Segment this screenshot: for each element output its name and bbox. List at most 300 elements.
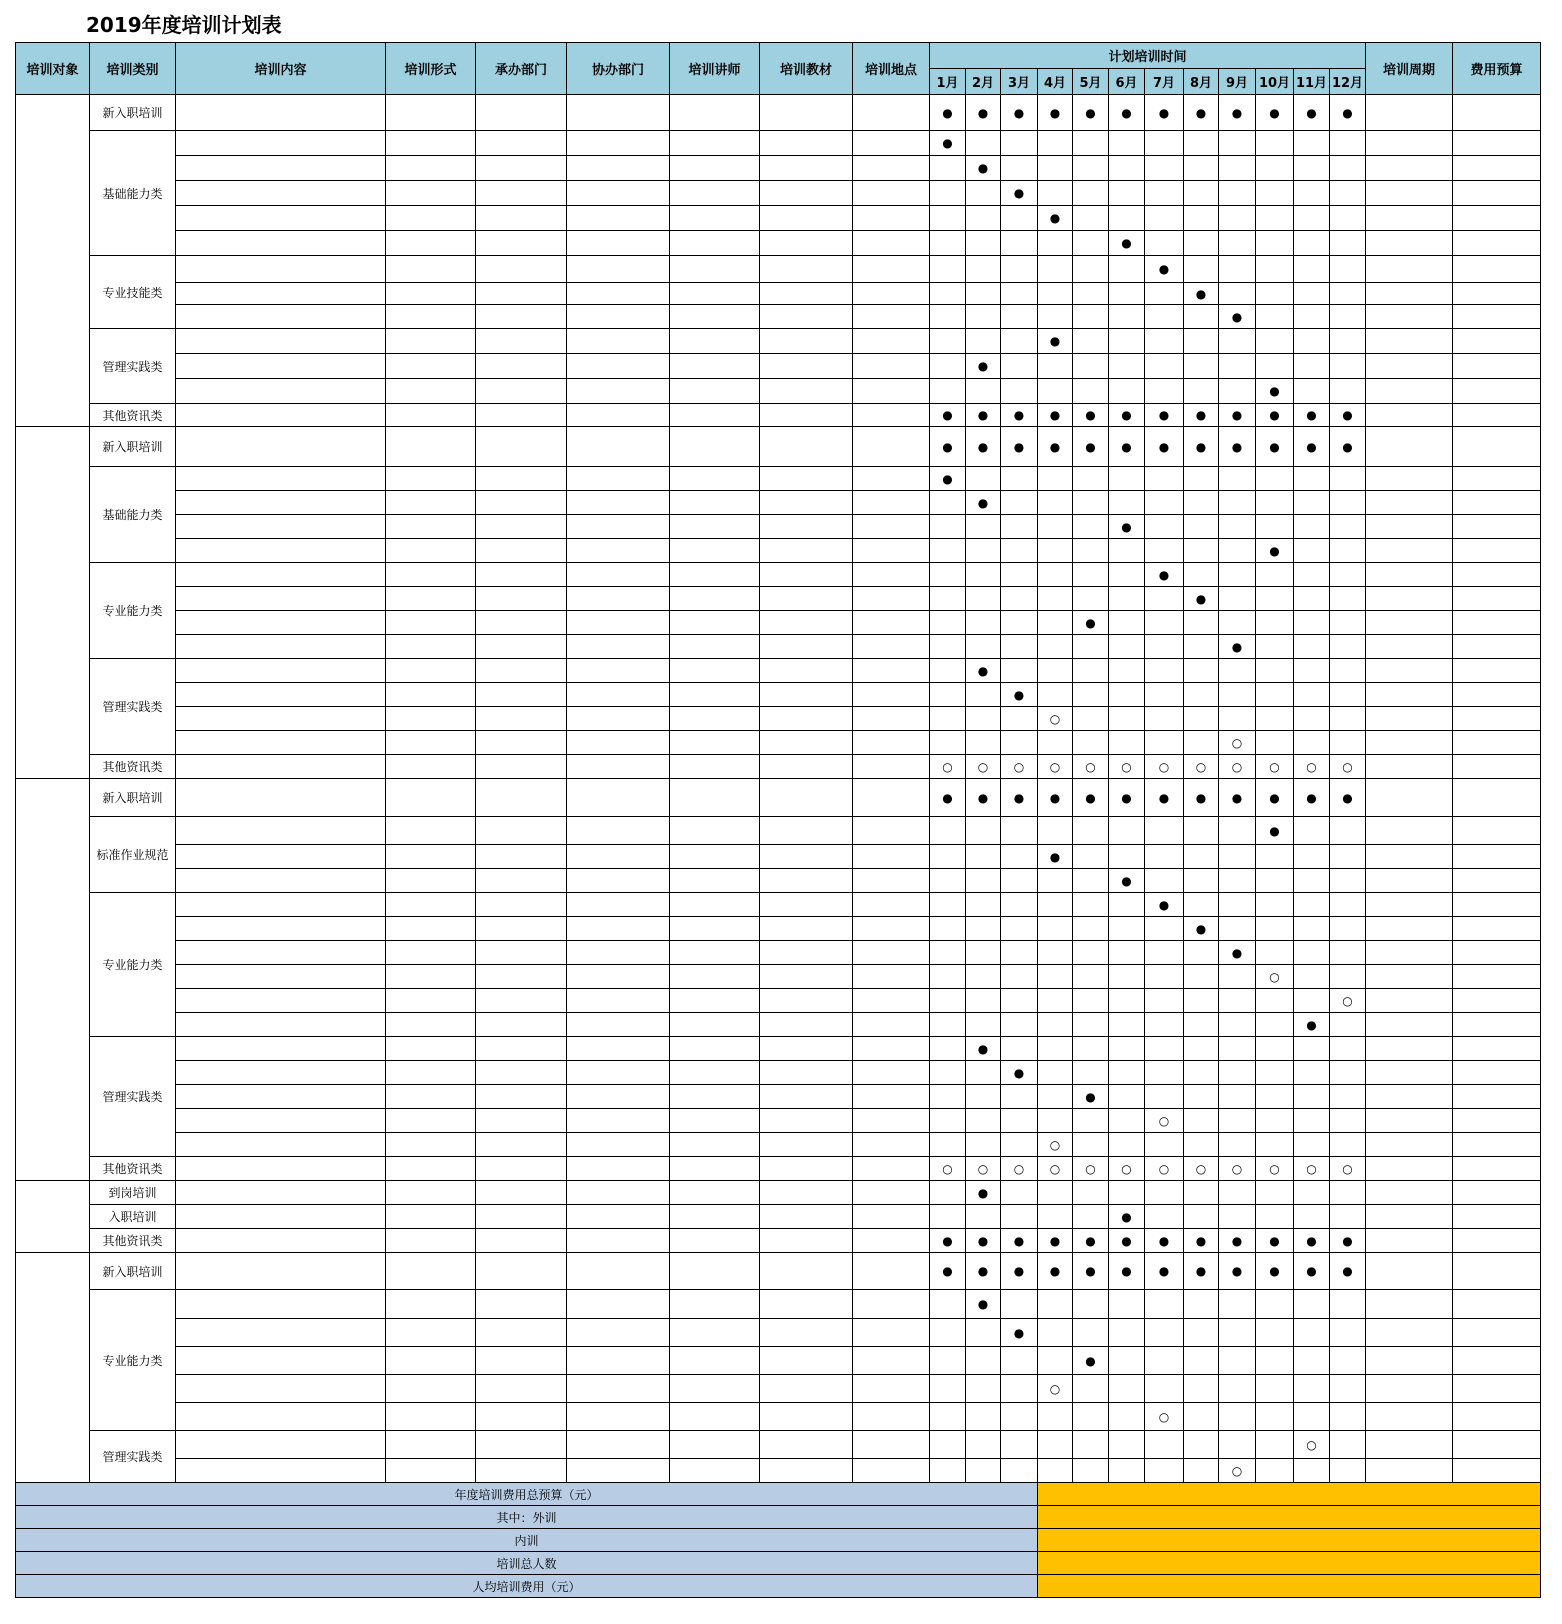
month-cell-12[interactable] xyxy=(1330,1431,1366,1459)
assist-dept-cell[interactable] xyxy=(567,491,670,515)
assist-dept-cell[interactable] xyxy=(567,515,670,539)
month-cell-9[interactable] xyxy=(1219,659,1256,683)
lecturer-cell[interactable] xyxy=(670,231,760,256)
month-cell-8[interactable] xyxy=(1184,305,1219,329)
content-cell[interactable] xyxy=(176,231,386,256)
month-cell-3-filled-dot-icon[interactable]: ● xyxy=(1001,181,1038,206)
location-cell[interactable] xyxy=(853,1037,930,1061)
assist-dept-cell[interactable] xyxy=(567,683,670,707)
budget-cell[interactable] xyxy=(1453,467,1541,491)
month-cell-10[interactable] xyxy=(1256,256,1294,283)
budget-cell[interactable] xyxy=(1453,989,1541,1013)
form-cell[interactable] xyxy=(386,231,476,256)
month-cell-10[interactable] xyxy=(1256,1403,1294,1431)
month-cell-6-filled-dot-icon[interactable]: ● xyxy=(1109,1229,1145,1253)
month-cell-8[interactable] xyxy=(1184,707,1219,731)
month-cell-2[interactable] xyxy=(966,231,1001,256)
month-cell-1[interactable] xyxy=(930,1133,966,1157)
month-cell-7[interactable] xyxy=(1145,1459,1184,1483)
month-cell-1-filled-dot-icon[interactable]: ● xyxy=(930,779,966,817)
month-cell-3[interactable] xyxy=(1001,329,1038,354)
cycle-cell[interactable] xyxy=(1366,683,1453,707)
budget-cell[interactable] xyxy=(1453,817,1541,845)
month-cell-7[interactable] xyxy=(1145,1037,1184,1061)
month-cell-5-filled-dot-icon[interactable]: ● xyxy=(1073,427,1109,467)
month-cell-8[interactable] xyxy=(1184,1109,1219,1133)
location-cell[interactable] xyxy=(853,779,930,817)
cycle-cell[interactable] xyxy=(1366,869,1453,893)
assist-dept-cell[interactable] xyxy=(567,539,670,563)
budget-cell[interactable] xyxy=(1453,231,1541,256)
assist-dept-cell[interactable] xyxy=(567,917,670,941)
budget-cell[interactable] xyxy=(1453,1061,1541,1085)
content-cell[interactable] xyxy=(176,256,386,283)
month-cell-3-filled-dot-icon[interactable]: ● xyxy=(1001,95,1038,131)
month-cell-7[interactable] xyxy=(1145,329,1184,354)
material-cell[interactable] xyxy=(760,156,853,181)
month-cell-8-filled-dot-icon[interactable]: ● xyxy=(1184,283,1219,305)
month-cell-12[interactable] xyxy=(1330,731,1366,755)
content-cell[interactable] xyxy=(176,869,386,893)
month-cell-6[interactable] xyxy=(1109,731,1145,755)
month-cell-12[interactable] xyxy=(1330,707,1366,731)
month-cell-6[interactable] xyxy=(1109,1061,1145,1085)
cycle-cell[interactable] xyxy=(1366,893,1453,917)
month-cell-4[interactable] xyxy=(1038,941,1073,965)
content-cell[interactable] xyxy=(176,1431,386,1459)
month-cell-4[interactable] xyxy=(1038,1061,1073,1085)
location-cell[interactable] xyxy=(853,1109,930,1133)
month-cell-7[interactable] xyxy=(1145,181,1184,206)
assist-dept-cell[interactable] xyxy=(567,256,670,283)
assist-dept-cell[interactable] xyxy=(567,989,670,1013)
month-cell-11[interactable] xyxy=(1294,467,1330,491)
month-cell-6[interactable] xyxy=(1109,563,1145,587)
month-cell-6[interactable] xyxy=(1109,354,1145,379)
cycle-cell[interactable] xyxy=(1366,917,1453,941)
cycle-cell[interactable] xyxy=(1366,845,1453,869)
location-cell[interactable] xyxy=(853,587,930,611)
lecturer-cell[interactable] xyxy=(670,539,760,563)
month-cell-4[interactable] xyxy=(1038,1431,1073,1459)
month-cell-5[interactable] xyxy=(1073,1181,1109,1205)
month-cell-1[interactable] xyxy=(930,181,966,206)
material-cell[interactable] xyxy=(760,1459,853,1483)
month-cell-3[interactable] xyxy=(1001,515,1038,539)
month-cell-2-filled-dot-icon[interactable]: ● xyxy=(966,1253,1001,1290)
month-cell-9-filled-dot-icon[interactable]: ● xyxy=(1219,941,1256,965)
assist-dept-cell[interactable] xyxy=(567,283,670,305)
month-cell-3[interactable] xyxy=(1001,491,1038,515)
month-cell-11[interactable] xyxy=(1294,379,1330,404)
month-cell-1-filled-dot-icon[interactable]: ● xyxy=(930,131,966,156)
material-cell[interactable] xyxy=(760,869,853,893)
material-cell[interactable] xyxy=(760,1375,853,1403)
form-cell[interactable] xyxy=(386,1085,476,1109)
month-cell-12[interactable] xyxy=(1330,256,1366,283)
lecturer-cell[interactable] xyxy=(670,181,760,206)
month-cell-8[interactable] xyxy=(1184,1431,1219,1459)
location-cell[interactable] xyxy=(853,611,930,635)
content-cell[interactable] xyxy=(176,893,386,917)
host-dept-cell[interactable] xyxy=(476,1319,567,1347)
cycle-cell[interactable] xyxy=(1366,1133,1453,1157)
month-cell-10[interactable] xyxy=(1256,941,1294,965)
month-cell-10[interactable] xyxy=(1256,131,1294,156)
month-cell-6[interactable] xyxy=(1109,893,1145,917)
month-cell-10[interactable] xyxy=(1256,305,1294,329)
host-dept-cell[interactable] xyxy=(476,1347,567,1375)
lecturer-cell[interactable] xyxy=(670,1205,760,1229)
assist-dept-cell[interactable] xyxy=(567,707,670,731)
month-cell-11-hollow-dot-icon[interactable]: ○ xyxy=(1294,755,1330,779)
month-cell-2[interactable] xyxy=(966,181,1001,206)
material-cell[interactable] xyxy=(760,941,853,965)
assist-dept-cell[interactable] xyxy=(567,1253,670,1290)
host-dept-cell[interactable] xyxy=(476,683,567,707)
form-cell[interactable] xyxy=(386,1459,476,1483)
location-cell[interactable] xyxy=(853,1061,930,1085)
month-cell-4[interactable] xyxy=(1038,611,1073,635)
month-cell-1-hollow-dot-icon[interactable]: ○ xyxy=(930,755,966,779)
budget-cell[interactable] xyxy=(1453,1459,1541,1483)
month-cell-5[interactable] xyxy=(1073,917,1109,941)
host-dept-cell[interactable] xyxy=(476,1229,567,1253)
month-cell-6-filled-dot-icon[interactable]: ● xyxy=(1109,1205,1145,1229)
month-cell-8[interactable] xyxy=(1184,1347,1219,1375)
month-cell-11[interactable] xyxy=(1294,181,1330,206)
month-cell-11[interactable] xyxy=(1294,1459,1330,1483)
month-cell-10[interactable] xyxy=(1256,635,1294,659)
host-dept-cell[interactable] xyxy=(476,755,567,779)
month-cell-12[interactable] xyxy=(1330,1459,1366,1483)
cycle-cell[interactable] xyxy=(1366,1157,1453,1181)
month-cell-12[interactable] xyxy=(1330,156,1366,181)
month-cell-8-filled-dot-icon[interactable]: ● xyxy=(1184,404,1219,427)
month-cell-10-filled-dot-icon[interactable]: ● xyxy=(1256,379,1294,404)
month-cell-7-filled-dot-icon[interactable]: ● xyxy=(1145,427,1184,467)
month-cell-3[interactable] xyxy=(1001,1375,1038,1403)
material-cell[interactable] xyxy=(760,404,853,427)
month-cell-1[interactable] xyxy=(930,329,966,354)
month-cell-1[interactable] xyxy=(930,635,966,659)
month-cell-12[interactable] xyxy=(1330,1133,1366,1157)
month-cell-2-filled-dot-icon[interactable]: ● xyxy=(966,779,1001,817)
content-cell[interactable] xyxy=(176,1319,386,1347)
lecturer-cell[interactable] xyxy=(670,404,760,427)
form-cell[interactable] xyxy=(386,817,476,845)
month-cell-8[interactable] xyxy=(1184,611,1219,635)
month-cell-11[interactable] xyxy=(1294,941,1330,965)
host-dept-cell[interactable] xyxy=(476,635,567,659)
month-cell-12[interactable] xyxy=(1330,893,1366,917)
month-cell-6[interactable] xyxy=(1109,1181,1145,1205)
category-cell[interactable]: 管理实践类 xyxy=(90,659,176,755)
host-dept-cell[interactable] xyxy=(476,329,567,354)
month-cell-7[interactable] xyxy=(1145,539,1184,563)
month-cell-11[interactable] xyxy=(1294,1290,1330,1319)
month-cell-6[interactable] xyxy=(1109,707,1145,731)
month-cell-1-filled-dot-icon[interactable]: ● xyxy=(930,404,966,427)
month-cell-7[interactable] xyxy=(1145,869,1184,893)
lecturer-cell[interactable] xyxy=(670,941,760,965)
month-cell-5-filled-dot-icon[interactable]: ● xyxy=(1073,1229,1109,1253)
month-cell-12-filled-dot-icon[interactable]: ● xyxy=(1330,95,1366,131)
month-cell-12[interactable] xyxy=(1330,354,1366,379)
location-cell[interactable] xyxy=(853,1133,930,1157)
cycle-cell[interactable] xyxy=(1366,354,1453,379)
material-cell[interactable] xyxy=(760,845,853,869)
month-cell-7[interactable] xyxy=(1145,845,1184,869)
budget-cell[interactable] xyxy=(1453,1403,1541,1431)
month-cell-3[interactable] xyxy=(1001,1181,1038,1205)
month-cell-6[interactable] xyxy=(1109,1109,1145,1133)
month-cell-2[interactable] xyxy=(966,817,1001,845)
month-cell-1-filled-dot-icon[interactable]: ● xyxy=(930,1253,966,1290)
material-cell[interactable] xyxy=(760,817,853,845)
month-cell-9[interactable] xyxy=(1219,354,1256,379)
assist-dept-cell[interactable] xyxy=(567,1347,670,1375)
month-cell-7[interactable] xyxy=(1145,941,1184,965)
form-cell[interactable] xyxy=(386,1319,476,1347)
month-cell-10[interactable] xyxy=(1256,659,1294,683)
lecturer-cell[interactable] xyxy=(670,1347,760,1375)
location-cell[interactable] xyxy=(853,283,930,305)
content-cell[interactable] xyxy=(176,131,386,156)
month-cell-12[interactable] xyxy=(1330,1085,1366,1109)
host-dept-cell[interactable] xyxy=(476,539,567,563)
month-cell-4-filled-dot-icon[interactable]: ● xyxy=(1038,404,1073,427)
assist-dept-cell[interactable] xyxy=(567,379,670,404)
material-cell[interactable] xyxy=(760,893,853,917)
month-cell-4[interactable] xyxy=(1038,156,1073,181)
month-cell-12[interactable] xyxy=(1330,305,1366,329)
form-cell[interactable] xyxy=(386,515,476,539)
month-cell-9-filled-dot-icon[interactable]: ● xyxy=(1219,305,1256,329)
month-cell-6-filled-dot-icon[interactable]: ● xyxy=(1109,1253,1145,1290)
content-cell[interactable] xyxy=(176,563,386,587)
month-cell-3[interactable] xyxy=(1001,731,1038,755)
month-cell-6[interactable] xyxy=(1109,1319,1145,1347)
form-cell[interactable] xyxy=(386,131,476,156)
cycle-cell[interactable] xyxy=(1366,1037,1453,1061)
month-cell-7[interactable] xyxy=(1145,131,1184,156)
assist-dept-cell[interactable] xyxy=(567,659,670,683)
month-cell-6[interactable] xyxy=(1109,941,1145,965)
cycle-cell[interactable] xyxy=(1366,404,1453,427)
month-cell-7[interactable] xyxy=(1145,354,1184,379)
material-cell[interactable] xyxy=(760,755,853,779)
month-cell-1-filled-dot-icon[interactable]: ● xyxy=(930,1229,966,1253)
month-cell-12[interactable] xyxy=(1330,965,1366,989)
location-cell[interactable] xyxy=(853,491,930,515)
month-cell-4-filled-dot-icon[interactable]: ● xyxy=(1038,329,1073,354)
material-cell[interactable] xyxy=(760,305,853,329)
budget-cell[interactable] xyxy=(1453,1085,1541,1109)
assist-dept-cell[interactable] xyxy=(567,941,670,965)
lecturer-cell[interactable] xyxy=(670,731,760,755)
budget-cell[interactable] xyxy=(1453,1205,1541,1229)
month-cell-4-filled-dot-icon[interactable]: ● xyxy=(1038,779,1073,817)
month-cell-9[interactable] xyxy=(1219,256,1256,283)
month-cell-10[interactable] xyxy=(1256,1205,1294,1229)
month-cell-6[interactable] xyxy=(1109,635,1145,659)
budget-cell[interactable] xyxy=(1453,206,1541,231)
lecturer-cell[interactable] xyxy=(670,989,760,1013)
month-cell-3[interactable] xyxy=(1001,941,1038,965)
form-cell[interactable] xyxy=(386,1347,476,1375)
month-cell-3[interactable] xyxy=(1001,131,1038,156)
cycle-cell[interactable] xyxy=(1366,1085,1453,1109)
month-cell-11[interactable] xyxy=(1294,1403,1330,1431)
category-cell[interactable]: 标准作业规范 xyxy=(90,817,176,893)
month-cell-7[interactable] xyxy=(1145,1133,1184,1157)
month-cell-1[interactable] xyxy=(930,1181,966,1205)
month-cell-2[interactable] xyxy=(966,206,1001,231)
month-cell-1[interactable] xyxy=(930,731,966,755)
budget-cell[interactable] xyxy=(1453,611,1541,635)
material-cell[interactable] xyxy=(760,515,853,539)
month-cell-2[interactable] xyxy=(966,1013,1001,1037)
month-cell-5[interactable] xyxy=(1073,379,1109,404)
content-cell[interactable] xyxy=(176,707,386,731)
month-cell-1[interactable] xyxy=(930,379,966,404)
month-cell-3[interactable] xyxy=(1001,1290,1038,1319)
assist-dept-cell[interactable] xyxy=(567,1037,670,1061)
assist-dept-cell[interactable] xyxy=(567,965,670,989)
month-cell-6[interactable] xyxy=(1109,1133,1145,1157)
month-cell-6[interactable] xyxy=(1109,683,1145,707)
form-cell[interactable] xyxy=(386,1229,476,1253)
month-cell-8[interactable] xyxy=(1184,659,1219,683)
month-cell-3[interactable] xyxy=(1001,1347,1038,1375)
host-dept-cell[interactable] xyxy=(476,1037,567,1061)
month-cell-4-hollow-dot-icon[interactable]: ○ xyxy=(1038,1133,1073,1157)
host-dept-cell[interactable] xyxy=(476,156,567,181)
location-cell[interactable] xyxy=(853,515,930,539)
month-cell-12[interactable] xyxy=(1330,329,1366,354)
content-cell[interactable] xyxy=(176,635,386,659)
month-cell-5[interactable] xyxy=(1073,467,1109,491)
form-cell[interactable] xyxy=(386,683,476,707)
month-cell-3[interactable] xyxy=(1001,231,1038,256)
month-cell-4[interactable] xyxy=(1038,1205,1073,1229)
lecturer-cell[interactable] xyxy=(670,1319,760,1347)
month-cell-6[interactable] xyxy=(1109,1403,1145,1431)
month-cell-12[interactable] xyxy=(1330,131,1366,156)
month-cell-12[interactable] xyxy=(1330,1061,1366,1085)
host-dept-cell[interactable] xyxy=(476,707,567,731)
material-cell[interactable] xyxy=(760,491,853,515)
month-cell-10[interactable] xyxy=(1256,845,1294,869)
month-cell-4[interactable] xyxy=(1038,659,1073,683)
material-cell[interactable] xyxy=(760,659,853,683)
month-cell-6[interactable] xyxy=(1109,256,1145,283)
budget-cell[interactable] xyxy=(1453,329,1541,354)
month-cell-5[interactable] xyxy=(1073,256,1109,283)
budget-cell[interactable] xyxy=(1453,256,1541,283)
assist-dept-cell[interactable] xyxy=(567,95,670,131)
location-cell[interactable] xyxy=(853,131,930,156)
month-cell-2[interactable] xyxy=(966,1459,1001,1483)
month-cell-2[interactable] xyxy=(966,707,1001,731)
month-cell-10-hollow-dot-icon[interactable]: ○ xyxy=(1256,965,1294,989)
month-cell-5[interactable] xyxy=(1073,1037,1109,1061)
cycle-cell[interactable] xyxy=(1366,587,1453,611)
form-cell[interactable] xyxy=(386,1013,476,1037)
month-cell-7[interactable] xyxy=(1145,491,1184,515)
location-cell[interactable] xyxy=(853,181,930,206)
month-cell-3-filled-dot-icon[interactable]: ● xyxy=(1001,427,1038,467)
target-cell[interactable] xyxy=(16,1181,90,1253)
month-cell-5[interactable] xyxy=(1073,1403,1109,1431)
location-cell[interactable] xyxy=(853,941,930,965)
lecturer-cell[interactable] xyxy=(670,611,760,635)
month-cell-5[interactable] xyxy=(1073,283,1109,305)
month-cell-11[interactable] xyxy=(1294,707,1330,731)
month-cell-1[interactable] xyxy=(930,206,966,231)
category-cell[interactable]: 管理实践类 xyxy=(90,329,176,404)
content-cell[interactable] xyxy=(176,1181,386,1205)
month-cell-11[interactable] xyxy=(1294,683,1330,707)
assist-dept-cell[interactable] xyxy=(567,845,670,869)
month-cell-4[interactable] xyxy=(1038,1037,1073,1061)
month-cell-7[interactable] xyxy=(1145,1347,1184,1375)
month-cell-9-filled-dot-icon[interactable]: ● xyxy=(1219,635,1256,659)
lecturer-cell[interactable] xyxy=(670,707,760,731)
month-cell-10[interactable] xyxy=(1256,731,1294,755)
lecturer-cell[interactable] xyxy=(670,427,760,467)
form-cell[interactable] xyxy=(386,491,476,515)
month-cell-8-filled-dot-icon[interactable]: ● xyxy=(1184,917,1219,941)
category-cell[interactable]: 其他资讯类 xyxy=(90,755,176,779)
month-cell-5-hollow-dot-icon[interactable]: ○ xyxy=(1073,755,1109,779)
host-dept-cell[interactable] xyxy=(476,379,567,404)
month-cell-12[interactable] xyxy=(1330,1290,1366,1319)
host-dept-cell[interactable] xyxy=(476,1403,567,1431)
month-cell-1[interactable] xyxy=(930,1431,966,1459)
lecturer-cell[interactable] xyxy=(670,283,760,305)
month-cell-1[interactable] xyxy=(930,707,966,731)
month-cell-7[interactable] xyxy=(1145,231,1184,256)
month-cell-12[interactable] xyxy=(1330,611,1366,635)
month-cell-12[interactable] xyxy=(1330,379,1366,404)
month-cell-4[interactable] xyxy=(1038,817,1073,845)
month-cell-3[interactable] xyxy=(1001,1431,1038,1459)
month-cell-10[interactable] xyxy=(1256,1347,1294,1375)
month-cell-1[interactable] xyxy=(930,659,966,683)
budget-cell[interactable] xyxy=(1453,515,1541,539)
month-cell-8[interactable] xyxy=(1184,515,1219,539)
material-cell[interactable] xyxy=(760,1013,853,1037)
location-cell[interactable] xyxy=(853,1347,930,1375)
month-cell-9-hollow-dot-icon[interactable]: ○ xyxy=(1219,755,1256,779)
month-cell-9[interactable] xyxy=(1219,563,1256,587)
month-cell-8[interactable] xyxy=(1184,1403,1219,1431)
cycle-cell[interactable] xyxy=(1366,491,1453,515)
month-cell-5[interactable] xyxy=(1073,1459,1109,1483)
month-cell-7-filled-dot-icon[interactable]: ● xyxy=(1145,256,1184,283)
month-cell-1[interactable] xyxy=(930,817,966,845)
material-cell[interactable] xyxy=(760,283,853,305)
location-cell[interactable] xyxy=(853,427,930,467)
month-cell-10[interactable] xyxy=(1256,1085,1294,1109)
month-cell-11-filled-dot-icon[interactable]: ● xyxy=(1294,1253,1330,1290)
month-cell-4[interactable] xyxy=(1038,1459,1073,1483)
month-cell-7[interactable] xyxy=(1145,817,1184,845)
form-cell[interactable] xyxy=(386,1375,476,1403)
month-cell-9[interactable] xyxy=(1219,231,1256,256)
